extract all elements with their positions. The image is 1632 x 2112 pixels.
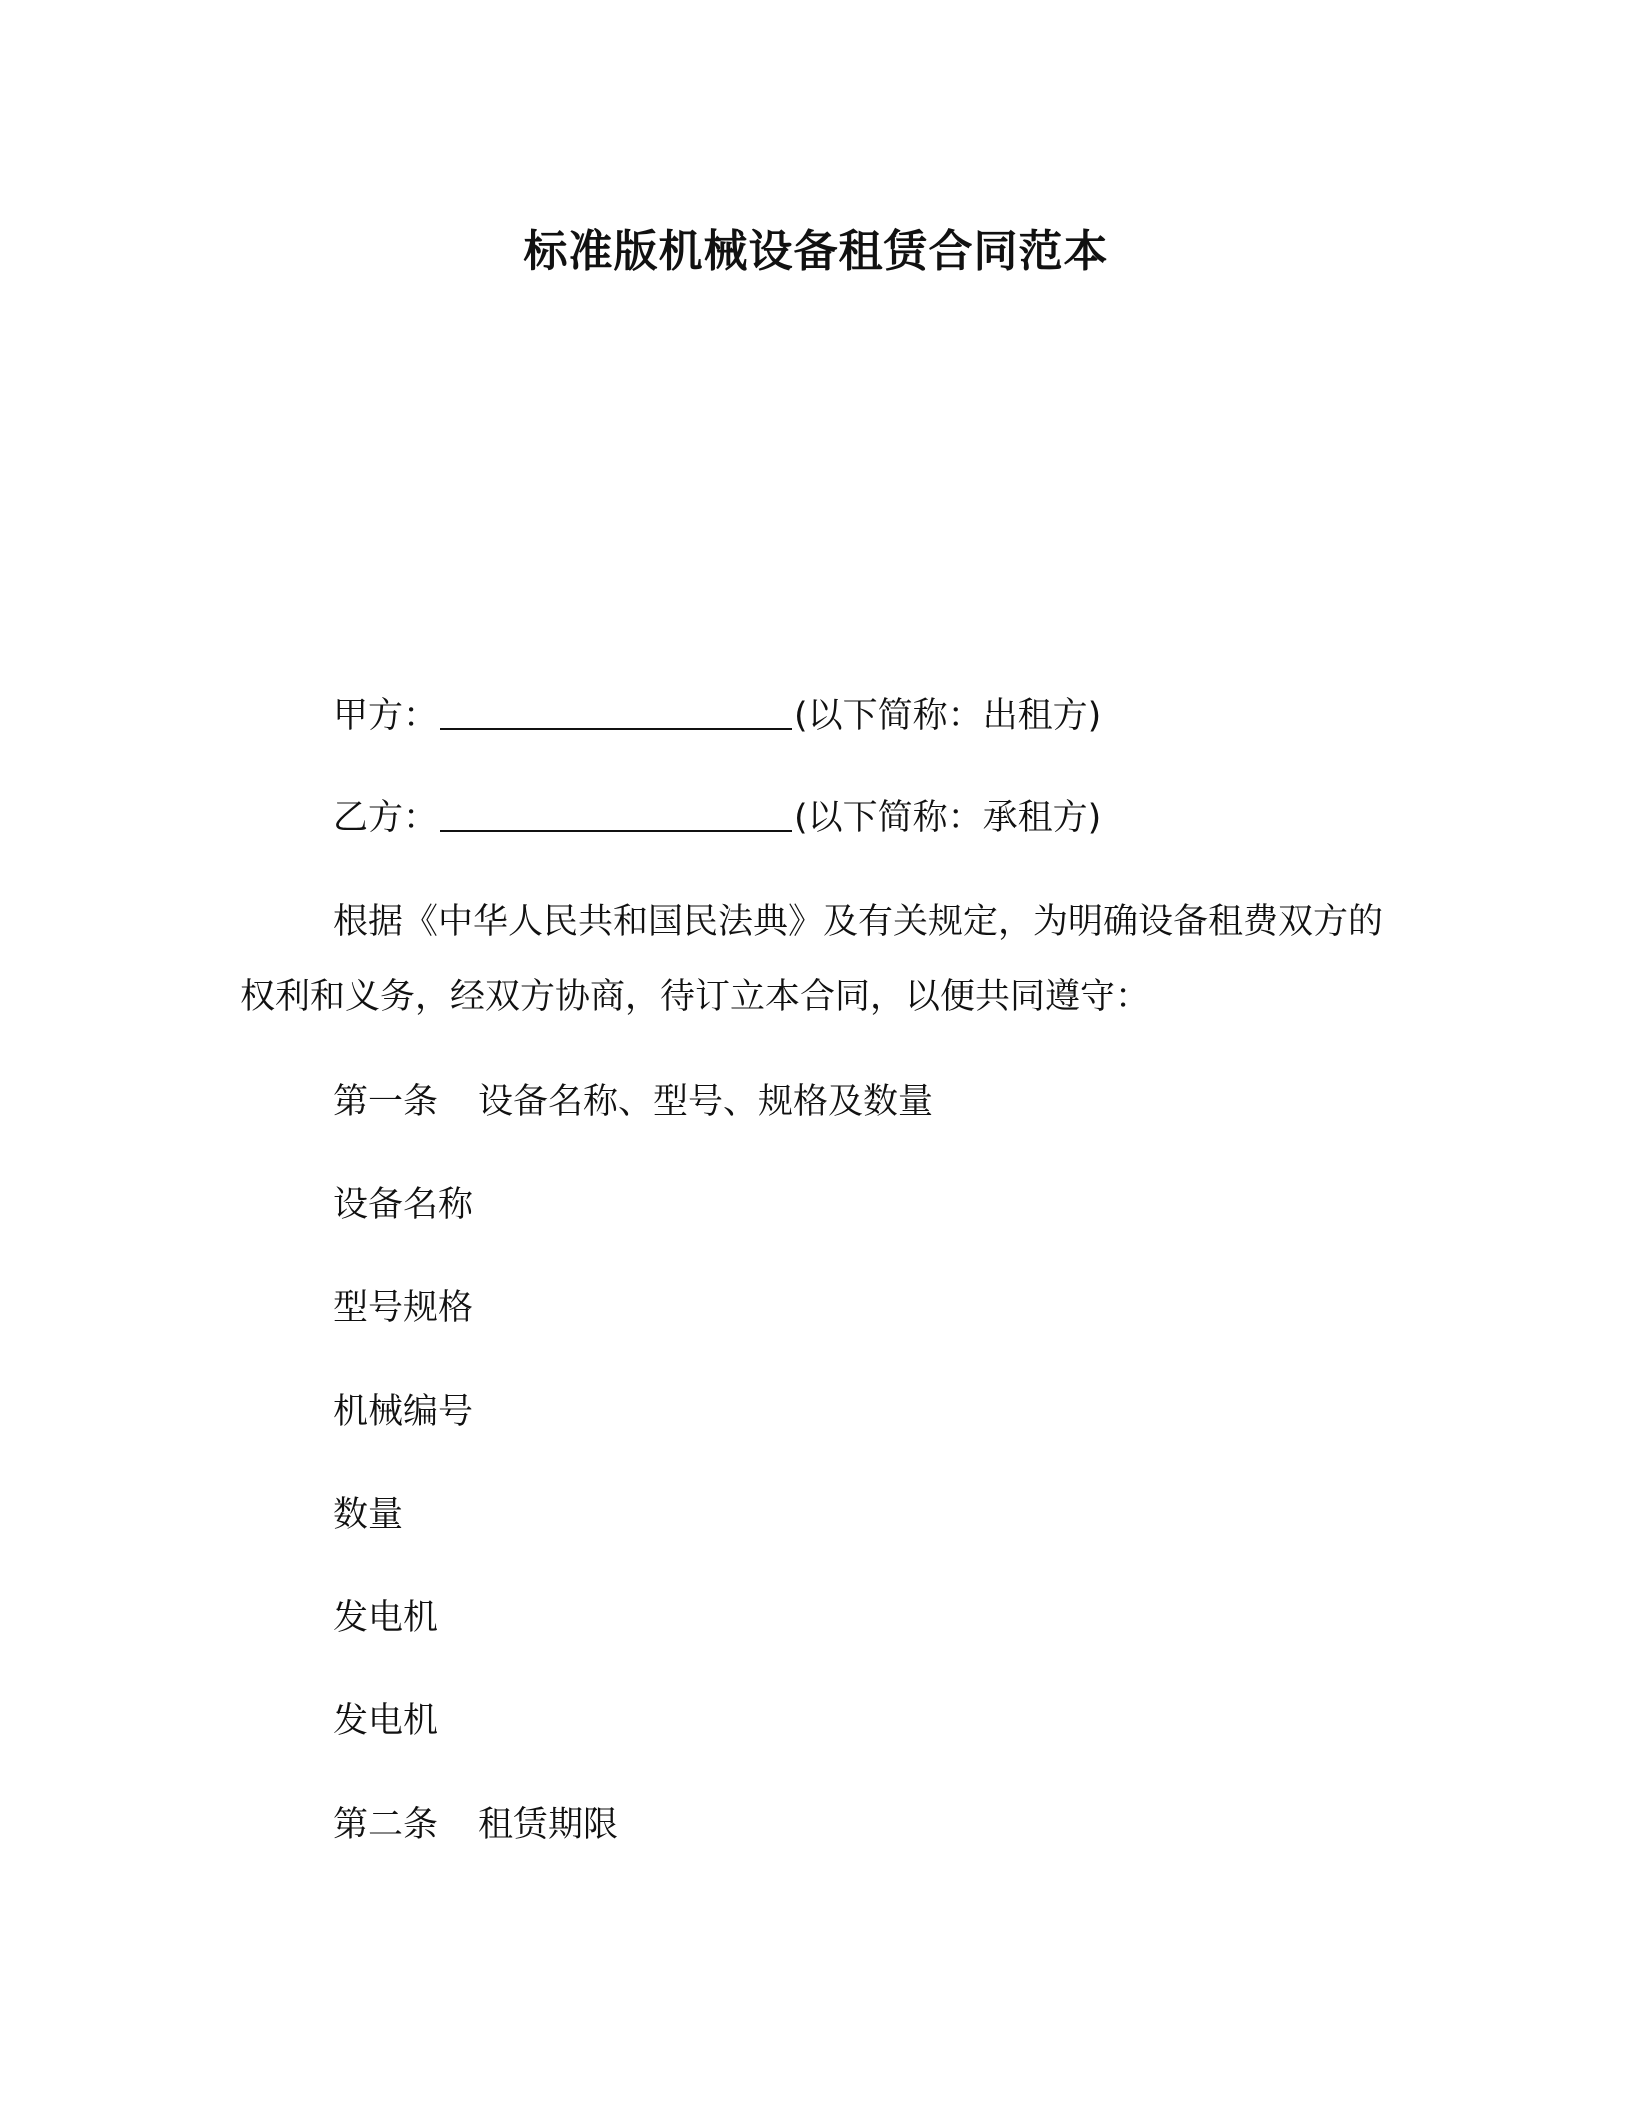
document-title: 标准版机械设备租赁合同范本	[523, 226, 1109, 277]
article-2-title: 租赁期限	[478, 1805, 619, 1845]
article-1-title: 设备名称、型号、规格及数量	[478, 1082, 934, 1122]
party-b-name-blank	[440, 796, 792, 832]
item-equipment-name: 设备名称	[333, 1185, 474, 1225]
article-1-heading	[333, 1078, 933, 1126]
item-generator-2: 发电机	[333, 1701, 439, 1741]
item-model-spec: 型号规格	[333, 1288, 474, 1328]
party-b-line	[333, 794, 1101, 842]
party-a-label: 甲方：	[333, 696, 439, 736]
preamble-paragraph: 根据《中华人民共和国民法典》及有关规定，为明确设备租费双方的权利和义务，经双方协商，待订立本合同，以便共同遵守：	[240, 902, 1384, 1017]
party-a-line	[333, 692, 1101, 740]
item-generator-1: 发电机	[333, 1598, 439, 1638]
article-2-number: 第二条	[333, 1805, 439, 1845]
article-1-number: 第一条	[333, 1082, 439, 1122]
party-a-name-blank	[440, 694, 792, 730]
article-2-heading	[333, 1801, 618, 1849]
party-a-suffix: (以下简称：出租方)	[794, 696, 1102, 736]
party-b-suffix: (以下简称：承租方)	[794, 798, 1102, 838]
item-quantity: 数量	[333, 1495, 404, 1535]
item-machine-number: 机械编号	[333, 1392, 474, 1432]
party-b-label: 乙方：	[333, 798, 439, 838]
